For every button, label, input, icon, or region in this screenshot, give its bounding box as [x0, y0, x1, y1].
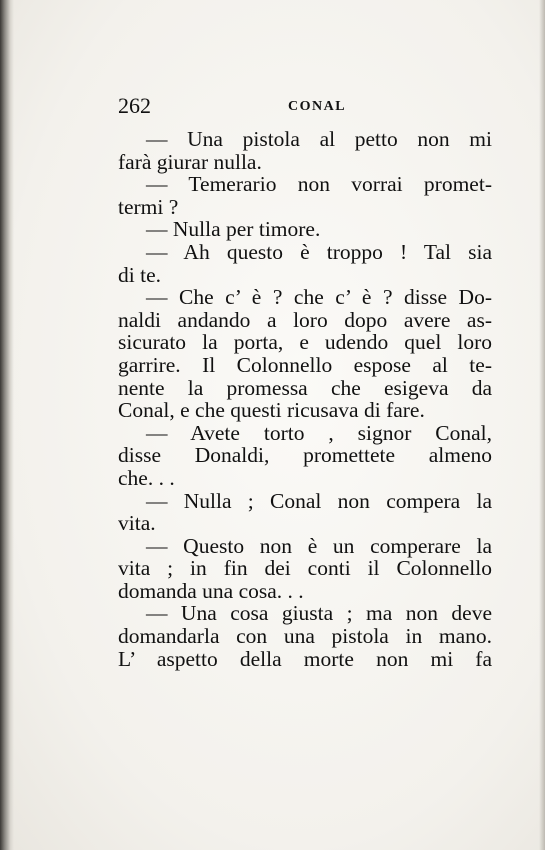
page-number: 262: [118, 93, 151, 118]
text-line: — Che c’ è ? che c’ è ? disse Do-: [146, 285, 492, 310]
text-line: vita.: [118, 511, 156, 536]
running-head: CONAL: [288, 99, 347, 114]
text-line: — Questo non è un comperare la: [146, 533, 492, 558]
text-line: Conal, e che questi ricusava di fare.: [118, 398, 425, 423]
text-line: — Una cosa giusta ; ma non deve: [146, 601, 492, 626]
text-line: naldi andando a loro dopo avere as-: [118, 307, 492, 332]
text-line: che. . .: [118, 465, 175, 490]
text-line: di te.: [118, 262, 161, 287]
text-line: — Ah questo è troppo ! Tal sia: [146, 239, 492, 264]
page-header: [118, 93, 498, 123]
text-line: garrire. Il Colonnello espose al te-: [118, 352, 492, 377]
text-line: termi ?: [118, 194, 179, 219]
text-line: sicurato la porta, e udendo quel loro: [118, 330, 492, 355]
text-line: vita ; in fin dei conti il Colonnello: [118, 556, 492, 581]
text-line: disse Donaldi, promettete almeno: [118, 443, 492, 468]
text-line: domandarla con una pistola in mano.: [118, 624, 492, 649]
text-line: — Nulla ; Conal non compera la: [146, 488, 492, 513]
text-line: — Nulla per timore.: [146, 217, 321, 242]
page-gutter-shadow: [0, 0, 14, 850]
text-line: — Una pistola al petto non mi: [146, 127, 492, 151]
text-line: — Temerario non vorrai promet-: [146, 172, 492, 197]
text-line: nente la promessa che esigeva da: [118, 375, 492, 400]
text-line: L’ aspetto della morte non mi fa: [118, 646, 492, 671]
page-edge-shadow: [539, 0, 545, 850]
text-line: domanda una cosa. . .: [118, 578, 304, 603]
text-line: farà giurar nulla.: [118, 149, 262, 174]
text-line: — Avete torto , signor Conal,: [146, 420, 492, 445]
body-text: [118, 128, 492, 670]
